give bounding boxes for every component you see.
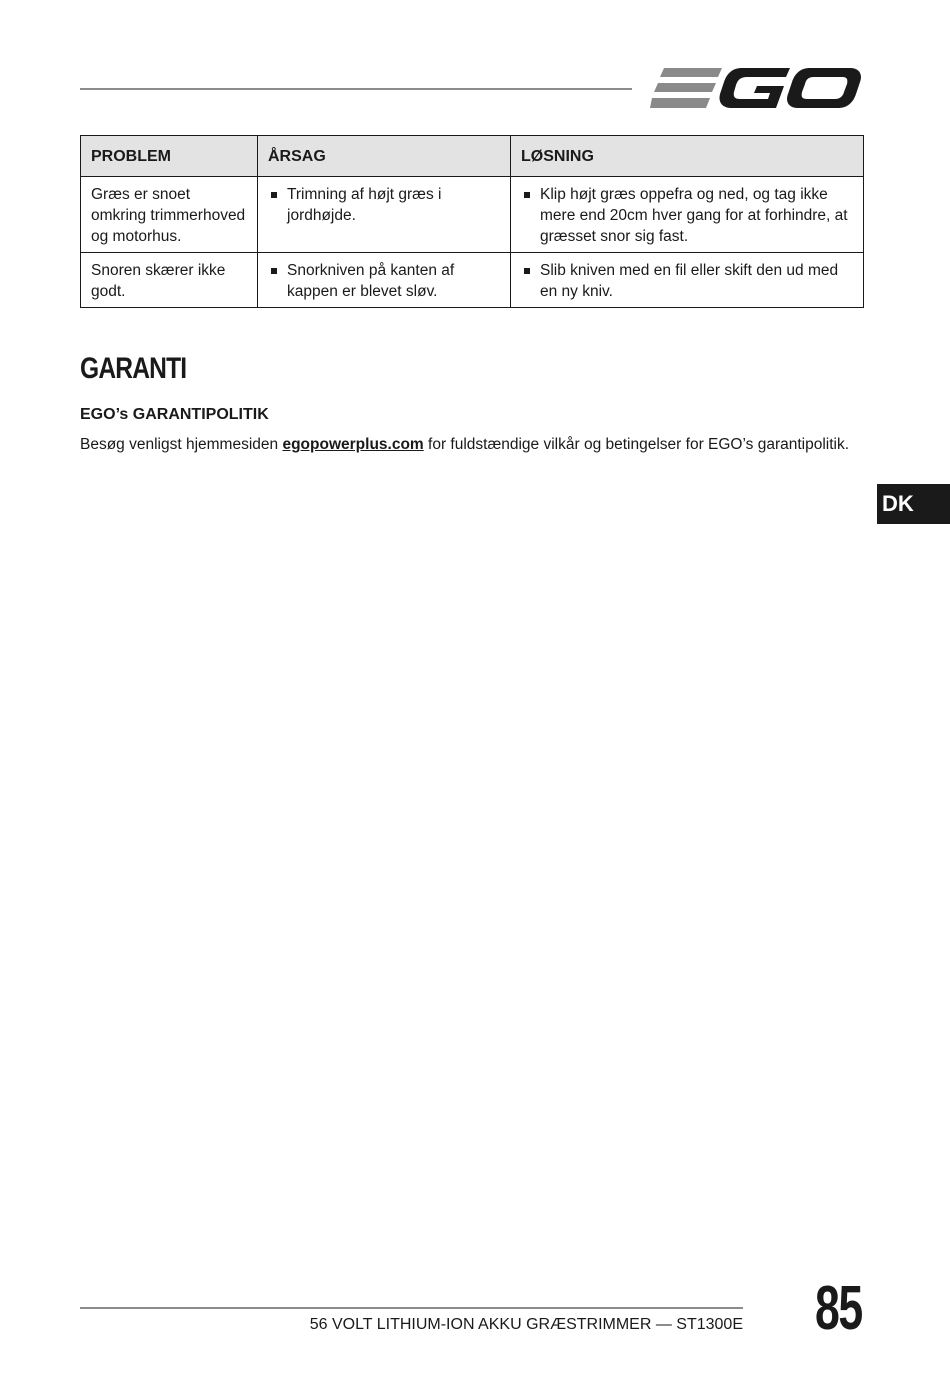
table-row xyxy=(81,253,864,308)
troubleshooting-table xyxy=(80,135,864,308)
solution-cell xyxy=(511,253,864,308)
table-row xyxy=(81,177,864,253)
square-bullet-icon xyxy=(271,268,277,274)
language-tab: DK xyxy=(877,484,950,524)
problem-cell: Snoren skærer ikke godt. xyxy=(81,253,258,308)
square-bullet-icon xyxy=(524,192,530,198)
header-rule xyxy=(80,88,632,90)
warranty-paragraph xyxy=(80,436,849,454)
table-header-row xyxy=(81,136,864,177)
cause-cell xyxy=(258,253,511,308)
warranty-policy-heading: EGO’s GARANTIPOLITIK xyxy=(80,406,269,423)
warranty-text-after: for fuldstændige vilkår og betingelser for EGO’s garantipolitik. xyxy=(423,436,850,453)
column-header-problem: PROBLEM xyxy=(81,136,258,177)
cause-text: Trimning af højt græs i jordhøjde. xyxy=(287,186,442,224)
bullet-item xyxy=(521,260,855,302)
cause-cell xyxy=(258,177,511,253)
column-header-solution: LØSNING xyxy=(511,136,864,177)
solution-text: Slib kniven med en fil eller skift den ud med en ny kniv. xyxy=(540,262,839,300)
solution-text: Klip højt græs oppefra og ned, og tag ikke mere end 20cm hver gang for at forhindre, at græsset snor sig fast. xyxy=(540,186,848,245)
logo-e-stripes xyxy=(650,68,722,108)
logo-g xyxy=(720,68,791,108)
footer-product-title: 56 VOLT LITHIUM-ION AKKU GRÆSTRIMMER — ST1300E xyxy=(309,1316,743,1333)
warranty-text-before: Besøg venligst hjemmesiden xyxy=(80,436,283,453)
page-number: 85 xyxy=(815,1274,862,1343)
solution-cell xyxy=(511,177,864,253)
footer-rule xyxy=(80,1307,743,1309)
bullet-item xyxy=(268,184,502,226)
logo-o xyxy=(787,68,861,108)
section-title-warranty: GARANTI xyxy=(80,352,187,385)
problem-cell: Græs er snoet omkring trimmerhoved og motorhus. xyxy=(81,177,258,253)
square-bullet-icon xyxy=(271,192,277,198)
cause-text: Snorkniven på kanten af kappen er blevet sløv. xyxy=(287,262,455,300)
website-link[interactable]: egopowerplus.com xyxy=(282,436,424,453)
column-header-cause: ÅRSAG xyxy=(258,136,511,177)
bullet-item xyxy=(521,184,855,247)
ego-logo xyxy=(650,62,862,114)
bullet-item xyxy=(268,260,502,302)
square-bullet-icon xyxy=(524,268,530,274)
